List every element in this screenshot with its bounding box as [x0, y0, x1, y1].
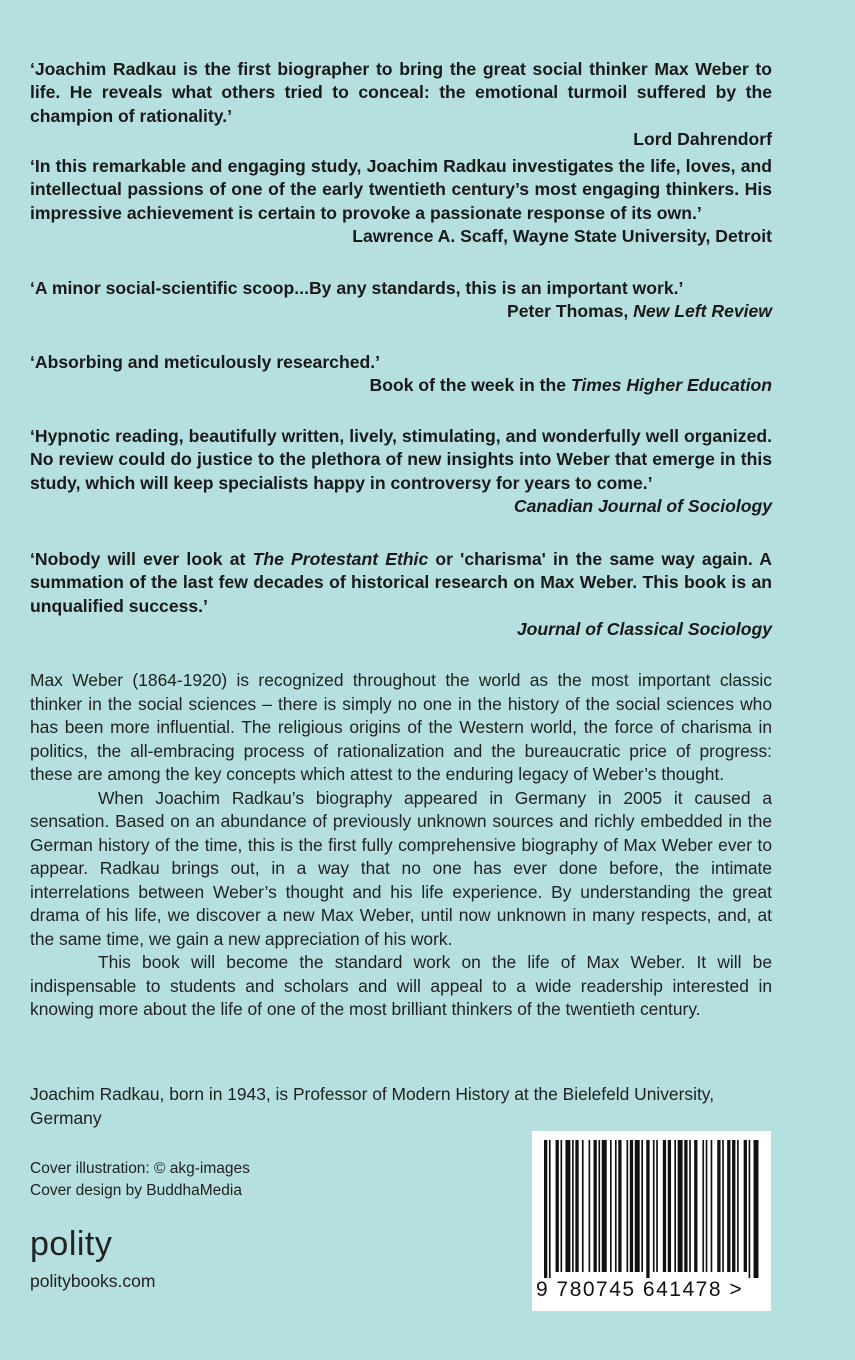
barcode-bar — [589, 1140, 591, 1272]
review-quote — [30, 351, 772, 398]
barcode-bar — [582, 1140, 584, 1272]
barcode-bar — [663, 1140, 666, 1272]
attribution-source: Journal of Classical Sociology — [516, 619, 772, 640]
quote-attribution — [30, 374, 772, 397]
barcode-bar — [754, 1140, 759, 1278]
book-description — [30, 669, 772, 1022]
barcode-bar — [594, 1140, 597, 1272]
quote-attribution — [30, 495, 772, 518]
book-title: The Protestant Ethic — [252, 549, 429, 569]
barcode-bar — [549, 1140, 551, 1278]
barcode-bar — [678, 1140, 683, 1272]
cover-credits — [30, 1158, 250, 1202]
barcode-bar — [641, 1140, 643, 1272]
design-credit: Cover design by BuddhaMedia — [30, 1182, 242, 1199]
barcode-bar — [694, 1140, 697, 1272]
barcode-bar — [656, 1140, 658, 1272]
description-paragraph: This book will become the standard work on the life of Max Weber. It will be indispensable to students and scholars and will appeal to a wide readership interested in knowing more about the life of one of the most brilliant thinkers of the twentieth century. — [30, 952, 772, 1019]
publisher-logo: polity — [30, 1225, 113, 1263]
quote-text: ‘Joachim Radkau is the first biographer to bring the great social thinker Max Weber to life. He reveals what others tried to conceal: the emotional turmoil suffered by the champion of rationality.’ — [30, 59, 772, 126]
barcode-bar — [706, 1140, 708, 1272]
quote-text: ‘Hypnotic reading, beautifully written, lively, stimulating, and wonderfully well organized. No review could do justice to the plethora of new insights into Weber that emerge in this study, which will keep specialists happy in controversy for years to come.’ — [30, 426, 772, 493]
publisher-website: politybooks.com — [30, 1271, 156, 1291]
barcode-bar — [668, 1140, 671, 1272]
attribution-source: Canadian Journal of Sociology — [513, 496, 772, 517]
quote-attribution: Lord Dahrendorf — [633, 129, 772, 150]
barcode-bar — [556, 1140, 559, 1272]
barcode-bar — [635, 1140, 640, 1272]
quote-attribution — [30, 618, 772, 641]
isbn-barcode — [532, 1131, 771, 1311]
barcode-bar — [598, 1140, 600, 1272]
review-quote — [30, 548, 772, 642]
barcode-bar — [653, 1140, 655, 1272]
barcode-bar — [732, 1140, 735, 1272]
barcode-bar — [610, 1140, 612, 1272]
barcode-bar — [618, 1140, 621, 1272]
isbn-number: 9 780745 641478 > — [536, 1278, 744, 1301]
barcode-bar — [575, 1140, 578, 1272]
barcode-bar — [702, 1140, 704, 1272]
barcode-bars — [540, 1140, 763, 1278]
barcode-bar — [572, 1140, 574, 1272]
author-bio: Joachim Radkau, born in 1943, is Professor of Modern History at the Bielefeld University, Germany — [30, 1084, 715, 1128]
barcode-bar — [684, 1140, 687, 1272]
barcode-bar — [749, 1140, 751, 1278]
illustration-credit: Cover illustration: © akg-images — [30, 1160, 250, 1177]
quote-text-start: ‘Nobody will ever look at — [30, 549, 253, 569]
review-quote — [30, 425, 772, 519]
barcode-bar — [630, 1140, 633, 1272]
barcode-bar — [602, 1140, 607, 1272]
barcode-bar — [646, 1140, 649, 1278]
quote-text-end: or 'charisma' in the same way again. A summation of the last few decades of historical research on Max Weber. This book is an unqualified success.’ — [30, 549, 772, 616]
barcode-bar — [737, 1140, 739, 1272]
description-paragraph: When Joachim Radkau’s biography appeared in Germany in 2005 it caused a sensation. Based on an abundance of previously unknown sources and richly embedded in the German history of the time, this is the first fully comprehensive biography of Max Weber ever to appear. Radkau brings out, in a way that no one has ever done before, the intimate interrelations between Weber’s thought and his life experience. By understanding the great drama of his life, we discover a new Max Weber, until now unknown in many respects, and, at the same time, we gain a new appreciation of his work. — [30, 787, 772, 949]
barcode-bar — [674, 1140, 676, 1272]
attribution-author: Peter Thomas, — [507, 301, 634, 322]
barcode-bar — [565, 1140, 570, 1272]
barcode-bar — [744, 1140, 747, 1272]
barcode-bar — [689, 1140, 691, 1272]
barcode-bar — [717, 1140, 720, 1272]
review-quote — [30, 58, 772, 152]
barcode-bar — [722, 1140, 724, 1272]
barcode-bar — [711, 1140, 713, 1272]
barcode-bar — [544, 1140, 547, 1278]
quote-text: ‘In this remarkable and engaging study, Joachim Radkau investigates the life, loves, and intellectual passions of one of the early twentieth century’s most engaging thinkers. His impressive achievement is certain to provoke a passionate response of its own.’ — [30, 156, 772, 223]
quote-attribution: Lawrence A. Scaff, Wayne State University, Detroit — [352, 226, 772, 247]
attribution-source: New Left Review — [633, 301, 772, 322]
attribution-source: Times Higher Education — [570, 375, 772, 396]
description-paragraph: Max Weber (1864-1920) is recognized throughout the world as the most important classic thinker in the social sciences – there is simply no one in the history of the social sciences who has been more influential. The religious origins of the Western world, the force of charisma in politics, the all-embracing process of rationalization and the bureaucratic price of progress: these are among the key concepts which attest to the enduring legacy of Weber’s thought. — [30, 670, 772, 784]
quote-text — [30, 548, 772, 618]
attribution-author: Book of the week in the — [369, 375, 571, 396]
barcode-bar — [615, 1140, 617, 1272]
quote-text: ‘Absorbing and meticulously researched.’ — [30, 352, 381, 372]
barcode-bar — [627, 1140, 629, 1272]
review-quote — [30, 277, 772, 324]
barcode-bar — [727, 1140, 730, 1272]
quote-attribution — [30, 300, 772, 323]
review-quote — [30, 155, 772, 249]
quote-text: ‘A minor social-scientific scoop...By any standards, this is an important work.’ — [30, 278, 684, 298]
barcode-bar — [561, 1140, 563, 1272]
